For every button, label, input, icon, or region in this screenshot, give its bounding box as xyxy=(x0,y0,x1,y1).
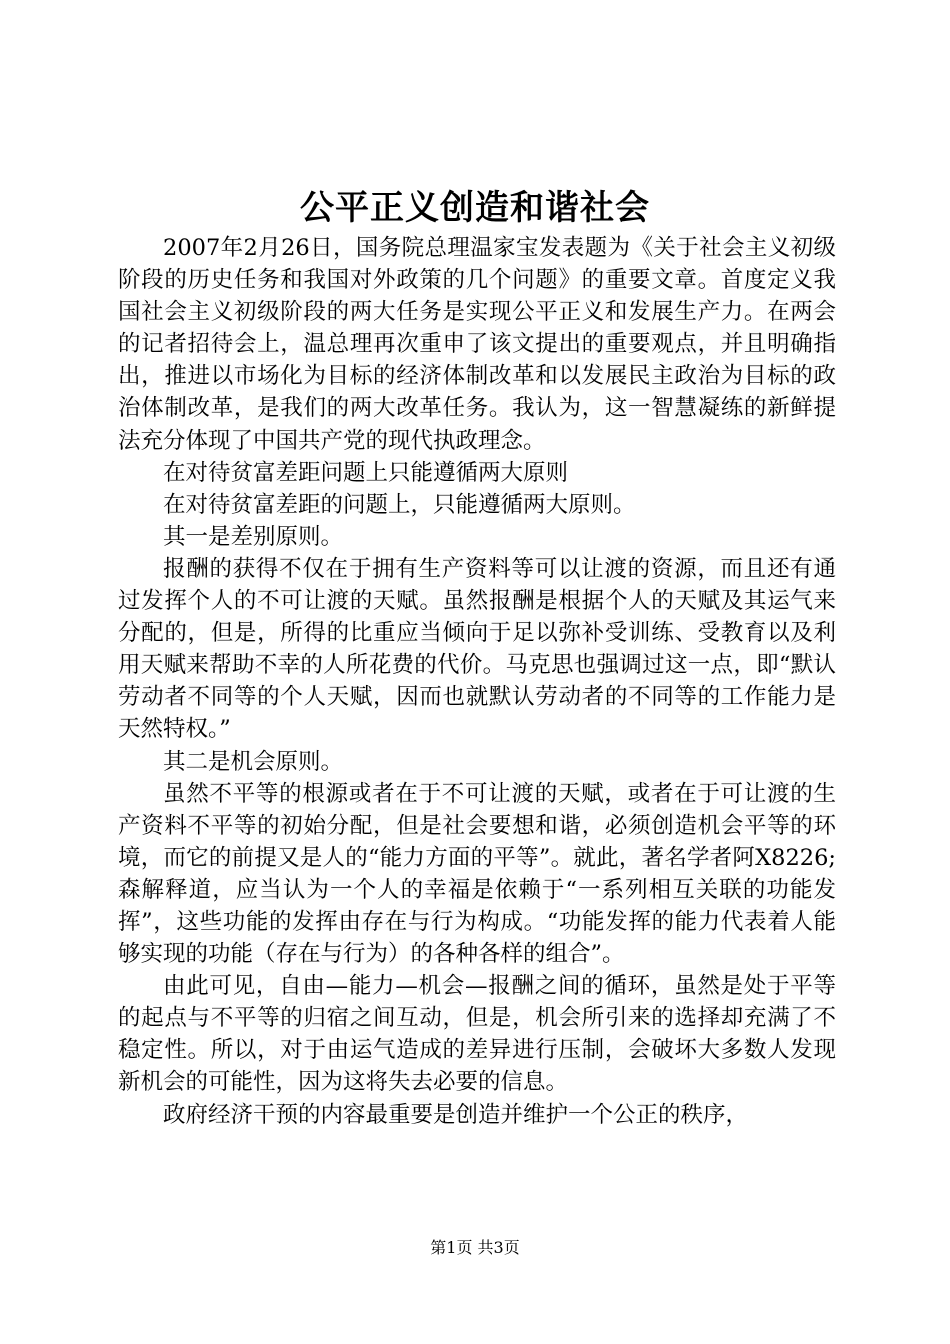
paragraph: 政府经济干预的内容最重要是创造并维护一个公正的秩序， xyxy=(163,1101,749,1128)
paragraph: 报酬的获得不仅在于拥有生产资料等可以让渡的资源，而且还有通过发挥个人的不可让渡的天赋。虽然报酬是根据个人的天赋及其运气来分配的，但是，所得的比重应当倾向于足以弥补受训练、受教育以及利用天赋来帮助不幸的人所花费的代价。马克思也强调过这一点，即“默认劳动者不同等的个人天赋，因而也就默认劳动者的不同等的工作能力是天然特权。” xyxy=(118,555,836,743)
document-body xyxy=(118,232,836,1131)
paragraph: 2007年2月26日，国务院总理温家宝发表题为《关于社会主义初级阶段的历史任务和我国对外政策的几个问题》的重要文章。首度定义我国社会主义初级阶段的两大任务是实现公平正义和发展生产力。在两会的记者招待会上，温总理再次重申了该文提出的重要观点，并且明确指出，推进以市场化为目标的经济体制改革和以发展民主政治为目标的政治体制改革，是我们的两大改革任务。我认为，这一智慧凝练的新鲜提法充分体现了中国共产党的现代执政理念。 xyxy=(118,235,836,454)
paragraph: 虽然不平等的根源或者在于不可让渡的天赋，或者在于可让渡的生产资料不平等的初始分配，但是社会要想和谐，必须创造机会平等的环境，而它的前提又是人的“能力方面的平等”。就此，著名学者阿X8226;森解释道，应当认为一个人的幸福是依赖于“一系列相互关联的功能发挥”，这些功能的发挥由存在与行为构成。“功能发挥的能力代表着人能够实现的功能（存在与行为）的各种各样的组合”。 xyxy=(118,780,836,968)
page-footer xyxy=(0,1237,950,1259)
paragraph: 由此可见，自由—能力—机会—报酬之间的循环，虽然是处于平等的起点与不平等的归宿之间互动，但是，机会所引来的选择却充满了不稳定性。所以，对于由运气造成的差异进行压制，会破坏大多数人发现新机会的可能性，因为这将失去必要的信息。 xyxy=(118,973,836,1096)
paragraph: 在对待贫富差距的问题上，只能遵循两大原则。 xyxy=(163,491,636,518)
page-indicator: 第1页 共3页 xyxy=(430,1238,520,1257)
paragraph: 其一是差别原则。 xyxy=(163,523,344,550)
paragraph: 在对待贫富差距问题上只能遵循两大原则 xyxy=(163,459,569,486)
paragraph: 其二是机会原则。 xyxy=(163,748,344,775)
page-title: 公平正义创造和谐社会 xyxy=(300,188,650,228)
